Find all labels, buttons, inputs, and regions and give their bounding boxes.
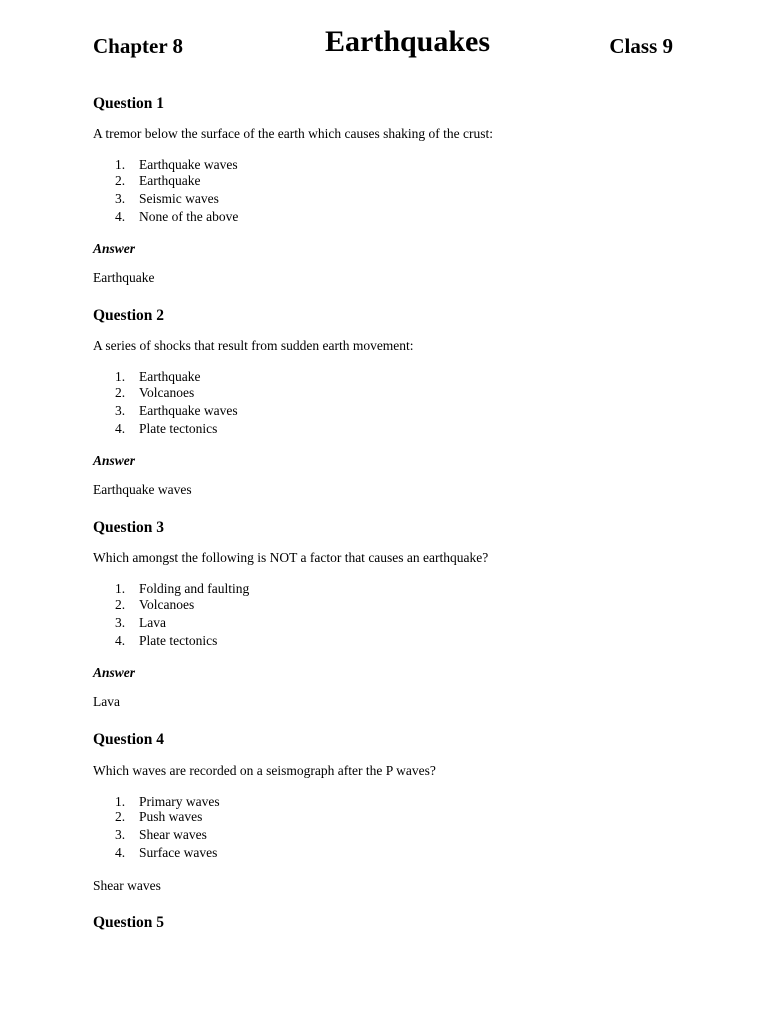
option-text: Volcanoes <box>139 385 195 400</box>
question-title: Question 5 <box>93 914 165 931</box>
option-number: 4. <box>115 421 126 436</box>
question-text: A series of shocks that result from sudden earth movement: <box>93 338 414 353</box>
option-text: Earthquake waves <box>139 403 238 418</box>
option-text: Push waves <box>139 809 203 824</box>
answer-label: Answer <box>93 665 136 680</box>
option-text: Folding and faulting <box>139 581 250 596</box>
option-text: Earthquake <box>139 173 201 188</box>
question-text: A tremor below the surface of the earth which causes shaking of the crust: <box>93 126 493 141</box>
option-number: 2. <box>115 385 126 400</box>
option-text: Seismic waves <box>139 191 219 206</box>
option-number: 4. <box>115 633 126 648</box>
option-text: Volcanoes <box>139 597 195 612</box>
chapter-label: Chapter 8 <box>93 34 184 58</box>
option-number: 4. <box>115 845 126 860</box>
option-number: 3. <box>115 615 126 630</box>
option-number: 1. <box>115 369 126 384</box>
option-text: Earthquake <box>139 369 201 384</box>
option-number: 3. <box>115 827 126 842</box>
question-text: Which waves are recorded on a seismograph after the P waves? <box>93 763 436 778</box>
option-number: 1. <box>115 157 126 172</box>
option-number: 2. <box>115 597 126 612</box>
option-number: 2. <box>115 173 126 188</box>
answer-text: Shear waves <box>93 878 161 893</box>
option-number: 3. <box>115 403 126 418</box>
option-number: 1. <box>115 794 126 809</box>
option-text: Earthquake waves <box>139 157 238 172</box>
option-number: 1. <box>115 581 126 596</box>
answer-text: Earthquake <box>93 270 155 285</box>
option-text: Lava <box>139 615 166 630</box>
option-text: Plate tectonics <box>139 633 218 648</box>
option-text: Plate tectonics <box>139 421 218 436</box>
question-title: Question 2 <box>93 307 165 324</box>
class-label: Class 9 <box>609 34 673 58</box>
question-text: Which amongst the following is NOT a factor that causes an earthquake? <box>93 550 489 565</box>
option-text: Shear waves <box>139 827 207 842</box>
answer-label: Answer <box>93 453 136 468</box>
answer-label: Answer <box>93 241 136 256</box>
option-text: Primary waves <box>139 794 220 809</box>
answer-text: Lava <box>93 694 120 709</box>
option-text: Surface waves <box>139 845 218 860</box>
page-title: Earthquakes <box>325 25 491 58</box>
question-title: Question 3 <box>93 519 165 536</box>
option-text: None of the above <box>139 209 239 224</box>
option-number: 2. <box>115 809 126 824</box>
question-title: Question 1 <box>93 95 165 112</box>
page-header <box>93 24 673 64</box>
option-number: 4. <box>115 209 126 224</box>
option-number: 3. <box>115 191 126 206</box>
answer-text: Earthquake waves <box>93 482 192 497</box>
question-title: Question 4 <box>93 731 165 748</box>
